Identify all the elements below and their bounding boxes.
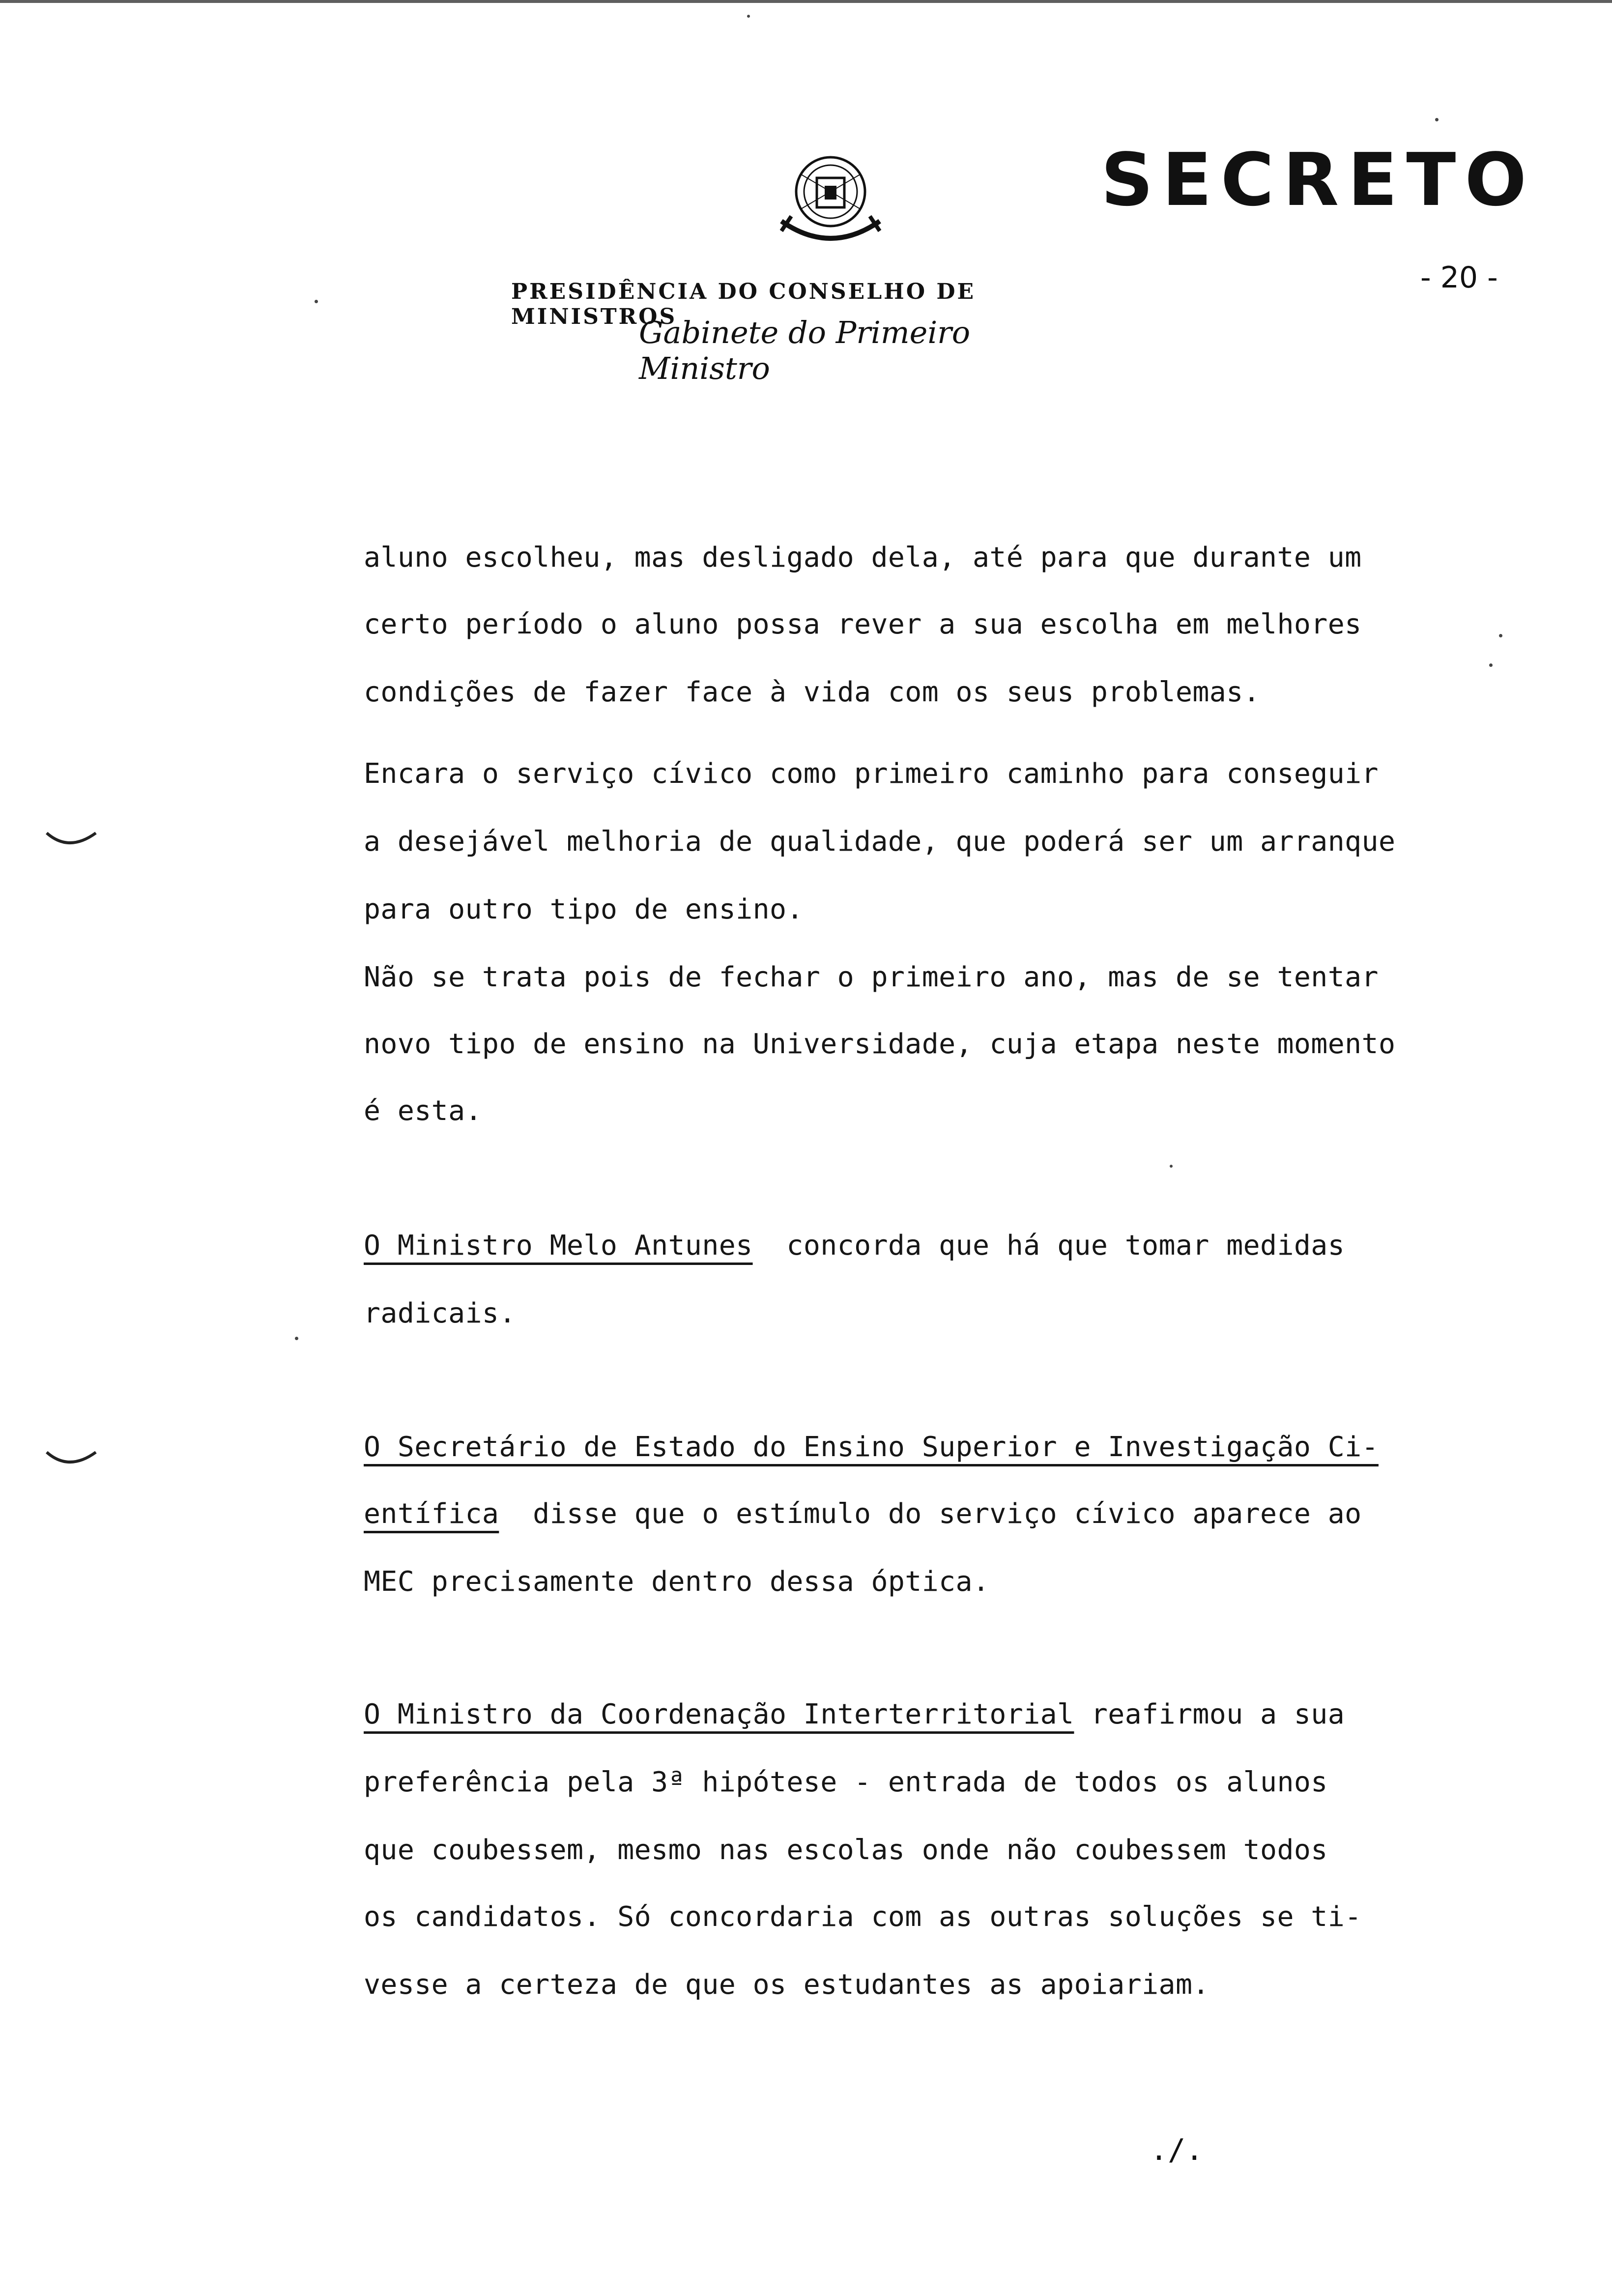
text-line: radicais.: [364, 1297, 516, 1329]
speaker-line: [364, 1497, 1362, 1531]
office-subheading: Gabinete do Primeiro Ministro: [639, 315, 971, 386]
page-number: - 20 -: [1420, 260, 1498, 295]
scan-speck: [1489, 663, 1493, 667]
classification-stamp: SECRETO: [1101, 138, 1536, 222]
scan-speck: [747, 15, 750, 18]
scan-speck: [1435, 118, 1439, 121]
text-line: preferência pela 3ª hipótese - entrada de todos os alunos: [364, 1766, 1328, 1798]
scan-speck: [1170, 1165, 1173, 1168]
text-line: certo período o aluno possa rever a sua escolha em melhores: [364, 608, 1362, 640]
text-run: reafirmou a sua: [1074, 1698, 1345, 1730]
text-line: condições de fazer face à vida com os seus problemas.: [364, 676, 1261, 708]
text-line: vesse a certeza de que os estudantes as apoiariam.: [364, 1969, 1209, 2001]
text-line: Encara o serviço cívico como primeiro caminho para conseguir: [364, 758, 1379, 790]
coat-of-arms-seal-icon: [772, 147, 890, 256]
text-line: MEC precisamente dentro dessa óptica.: [364, 1566, 990, 1598]
punch-hole-mark: [44, 831, 98, 850]
text-line: para outro tipo de ensino.: [364, 893, 804, 925]
continuation-mark: ./.: [1150, 2133, 1204, 2167]
speaker-name: O Ministro da Coordenação Interterritorial: [364, 1698, 1074, 1730]
scan-speck: [295, 1337, 298, 1340]
scan-speck: [315, 300, 318, 303]
text-run: concorda que há que tomar medidas: [752, 1230, 1345, 1262]
punch-hole-mark: [44, 1450, 98, 1469]
text-line: aluno escolheu, mas desligado dela, até para que durante um: [364, 542, 1362, 574]
office-heading: PRESIDÊNCIA DO CONSELHO DE MINISTROS: [511, 279, 976, 329]
text-line: os candidatos. Só concordaria com as outras soluções se ti-: [364, 1901, 1362, 1933]
text-line: que coubessem, mesmo nas escolas onde não coubessem todos: [364, 1834, 1328, 1866]
speaker-line: [364, 1430, 1379, 1464]
speaker-name: O Ministro Melo Antunes: [364, 1230, 753, 1262]
text-run: disse que o estímulo do serviço cívico aparece ao: [499, 1498, 1362, 1530]
speaker-name-continued: entífica: [364, 1498, 499, 1530]
speaker-name: O Secretário de Estado do Ensino Superior e Investigação Ci-: [364, 1431, 1379, 1463]
text-line: Não se trata pois de fechar o primeiro ano, mas de se tentar: [364, 961, 1379, 993]
text-line: a desejável melhoria de qualidade, que poderá ser um arranque: [364, 826, 1396, 858]
speaker-line: [364, 1697, 1345, 1732]
text-line: é esta.: [364, 1095, 482, 1127]
scan-top-edge: [0, 0, 1612, 3]
scan-speck: [1499, 634, 1502, 637]
speaker-line: [364, 1229, 1345, 1263]
text-line: novo tipo de ensino na Universidade, cuja etapa neste momento: [364, 1028, 1396, 1060]
